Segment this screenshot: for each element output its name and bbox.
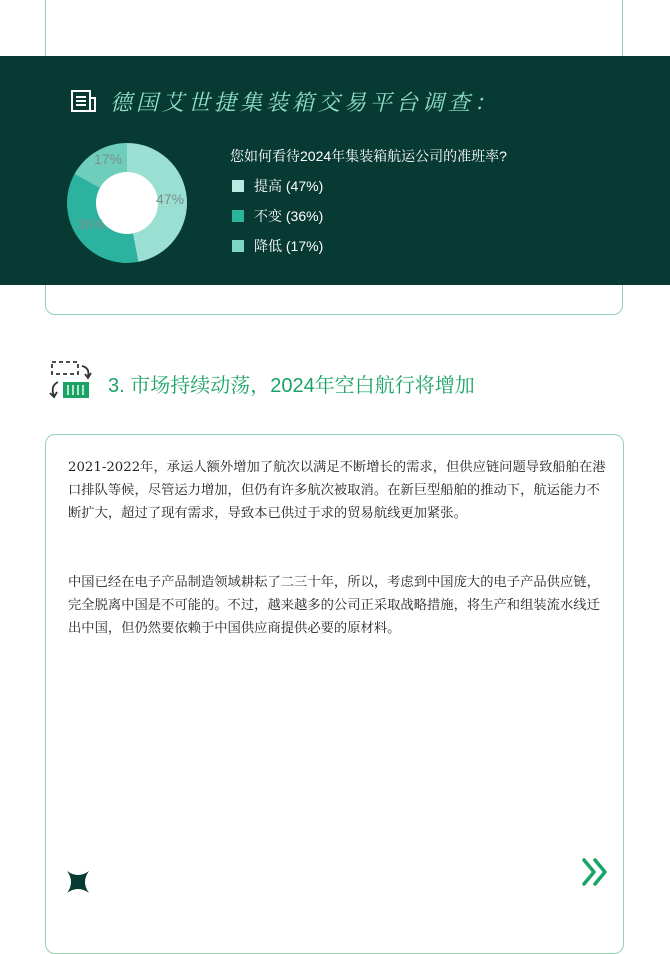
data-label-same: 36% bbox=[77, 216, 106, 232]
donut-hole bbox=[96, 172, 158, 234]
legend-swatch-decrease bbox=[232, 240, 244, 252]
legend-label-decrease: 降低 (17%) bbox=[254, 238, 324, 254]
double-chevron-right-icon[interactable] bbox=[578, 854, 614, 890]
survey-title: 德国艾世捷集装箱交易平台调查： bbox=[110, 91, 501, 116]
legend-item-improve bbox=[232, 176, 323, 196]
legend-item-same bbox=[232, 206, 323, 226]
section-title: 3. 市场持续动荡，2024年空白航行将增加 bbox=[108, 375, 475, 397]
legend-label-same: 不变 (36%) bbox=[254, 208, 324, 224]
data-label-decrease: 17% bbox=[94, 151, 123, 167]
star-icon bbox=[66, 870, 90, 894]
paragraph-2: 中国已经在电子产品制造领域耕耘了二三十年，所以，考虑到中国庞大的电子产品供应链，完全脱离中国是不可能的。不过，越来越多的公司正采取战略措施，将生产和组装流水线迁出中国，但仍然要依赖于中国供应商提供必要的原材料。 bbox=[68, 575, 600, 636]
legend-label-improve: 提高 (47%) bbox=[254, 178, 324, 194]
document-icon bbox=[70, 88, 98, 114]
legend-swatch-improve bbox=[232, 180, 244, 192]
data-label-improve: 47% bbox=[156, 191, 185, 207]
paragraph-1: 2021-2022年，承运人额外增加了航次以满足不断增长的需求，但供应链问题导致船舶在港口排队等候，尽管运力增加，但仍有许多航次被取消。在新巨型船舶的推动下，航运能力不断扩大，超过了现有需求，导致本已供过于求的贸易航线更加紧张。 bbox=[68, 460, 606, 521]
legend-swatch-same bbox=[232, 210, 244, 222]
survey-question: 您如何看待2024年集装箱航运公司的准班率? bbox=[230, 148, 507, 164]
container-shipping-icon bbox=[46, 360, 96, 404]
legend-item-decrease bbox=[232, 236, 323, 256]
